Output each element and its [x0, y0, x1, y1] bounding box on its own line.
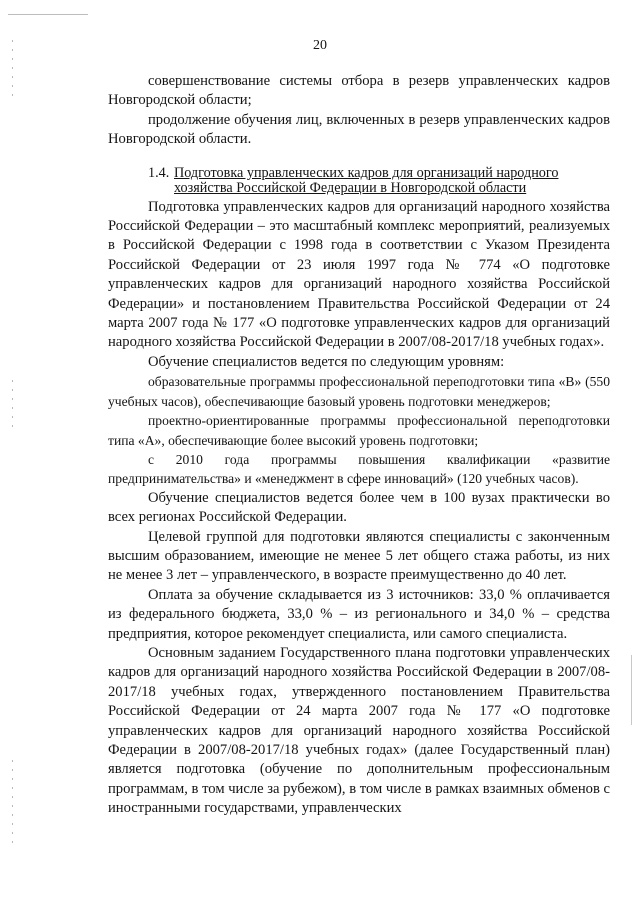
section-title: Подготовка управленческих кадров для организаций народного хозяйства Российской Федерации в Новгородской области [174, 164, 559, 196]
scan-edge-line [631, 655, 632, 725]
paragraph: Обучение специалистов ведется по следующим уровням: [148, 353, 505, 370]
list-item: образовательные программы профессиональной переподготовки типа «В» (550 учебных часов), обеспечивающие базовый уровень подготовки менеджеров; [108, 374, 610, 409]
scan-artifact-line [8, 14, 88, 15]
section-heading [108, 166, 610, 196]
list-item: проектно-ориентированные программы профессиональной переподготовки типа «А», обеспечивающие более высокий уровень подготовки; [108, 413, 610, 448]
scan-edge-specks [12, 380, 13, 430]
paragraph: продолжение обучения лиц, включенных в резерв управленческих кадров Новгородской области. [108, 111, 610, 148]
section-number: 1.4. [148, 164, 170, 181]
list-item: с 2010 года программы повышения квалификации «развитие предпринимательства» и «менеджмент в сфере инноваций» (120 учебных часов). [108, 451, 610, 487]
page-number: 20 [313, 38, 327, 53]
document-body [108, 72, 610, 819]
paragraph: Обучение специалистов ведется более чем в 100 вузах практически во всех регионах Российской Федерации. [108, 489, 610, 526]
paragraph: Основным заданием Государственного плана подготовки управленческих кадров для организаций народного хозяйства Российской Федерации в 2007/08-2017/18 учебных годах, утвержденного постановлением Правительства Российской Федерации от 24 марта 2007 года № 177 «О подготовке управленческих кадров для организаций народного хозяйства Российской Федерации в 2007/08-2017/18 учебных годах» (далее Государственный план) является подготовка (обучение по дополнительным профессиональным программам, в том числе за рубежом), в том числе в рамках взаимных обменов с иностранными государствами, управленческих [108, 644, 610, 817]
paragraph: Подготовка управленческих кадров для организаций народного хозяйства Российской Федерации – это масштабный комплекс мероприятий, реализуемых в Российской Федерации с 1998 года в соответствии с Указом Президента Российской Федерации от 23 июля 1997 года № 774 «О подготовке управленческих кадров для организаций народного хозяйства Российской Федерации» и постановлением Правительства Российской Федерации от 24 марта 2007 года № 177 «О подготовке управленческих кадров для организаций народного хозяйства Российской Федерации в 2007/08-2017/18 учебных годах». [108, 198, 610, 351]
scan-edge-specks [12, 760, 13, 850]
paragraph: Оплата за обучение складывается из 3 источников: 33,0 % оплачивается из федерального бюджета, 33,0 % – из регионального и 34,0 % – средства предприятия, которое рекомендует специалиста, или самого специалиста. [108, 586, 610, 642]
paragraph: совершенствование системы отбора в резерв управленческих кадров Новгородской области; [108, 73, 610, 109]
paragraph: Целевой группой для подготовки являются специалисты с законченным высшим образованием, имеющие не менее 5 лет общего стажа работы, из них не менее 3 лет – управленческого, в возрасте преимущественно до 40 лет. [108, 528, 610, 584]
